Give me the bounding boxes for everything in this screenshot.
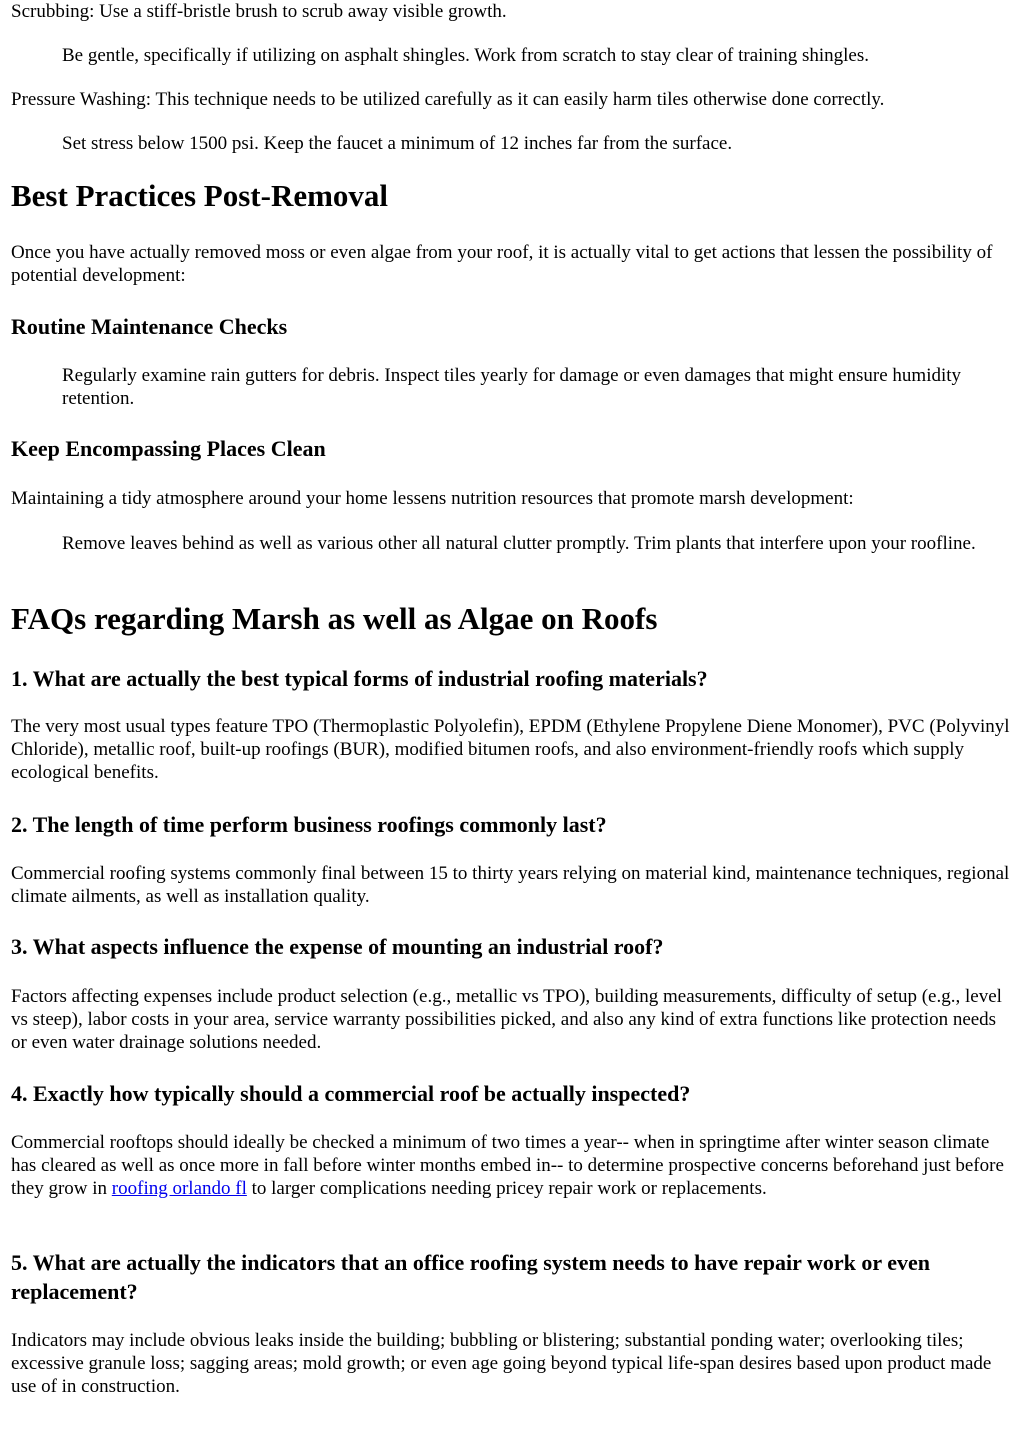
faq-answer-3: Factors affecting expenses include product selection (e.g., metallic vs TPO), building measurements, difficulty of setup (e.g., level vs steep), labor costs in your area, service warranty possibilities picked, and also any kind of extra functions like protection needs or even water drainage solutions needed.	[11, 986, 1002, 1053]
faq-answer-5: Indicators may include obvious leaks inside the building; bubbling or blistering; substantial ponding water; overlooking tiles; excessive granule loss; sagging areas; mold growth; or even age going beyond typical life-span desires based upon product made use of in construction.	[11, 1330, 992, 1397]
faqs-heading: FAQs regarding Marsh as well as Algae on Roofs	[11, 601, 658, 636]
keep-clean-heading: Keep Encompassing Places Clean	[11, 436, 326, 461]
faq-answer-2: Commercial roofing systems commonly final between 15 to thirty years relying on material kind, maintenance techniques, regional climate ailments, as well as installation quality.	[11, 863, 1010, 907]
routine-maintenance-heading: Routine Maintenance Checks	[11, 314, 288, 339]
roofing-orlando-link[interactable]: roofing orlando fl	[111, 1178, 247, 1199]
faq-question-5: 5. What are actually the indicators that an office roofing system needs to have repair work or even replacement?	[11, 1250, 931, 1304]
best-practices-heading: Best Practices Post-Removal	[11, 178, 389, 213]
faq-question-3: 3. What aspects influence the expense of mounting an industrial roof?	[11, 934, 664, 959]
faq-answer-4-text-after: to larger complications needing pricey repair work or replacements.	[246, 1178, 767, 1199]
keep-clean-indented-note: Remove leaves behind as well as various other all natural clutter promptly. Trim plants that interfere upon your roofline.	[62, 533, 976, 554]
faq-answer-1: The very most usual types feature TPO (Thermoplastic Polyolefin), EPDM (Ethylene Propylene Diene Monomer), PVC (Polyvinyl Chloride), metallic roof, built-up roofings (BUR), modified bitumen roofs, and also environment-friendly roofs which supply ecological benefits.	[11, 716, 1010, 783]
best-practices-intro: Once you have actually removed moss or even algae from your roof, it is actually vital to get actions that lessen the possibility of potential development:	[11, 242, 993, 286]
faq-question-2: 2. The length of time perform business roofings commonly last?	[11, 812, 607, 837]
scrubbing-paragraph: Scrubbing: Use a stiff-bristle brush to scrub away visible growth.	[11, 1, 507, 22]
scrubbing-indented-note: Be gentle, specifically if utilizing on asphalt shingles. Work from scratch to stay clear of training shingles.	[62, 45, 869, 66]
faq-answer-4	[11, 1131, 1010, 1200]
pressure-washing-indented-note: Set stress below 1500 psi. Keep the faucet a minimum of 12 inches far from the surface.	[62, 133, 733, 154]
pressure-washing-paragraph: Pressure Washing: This technique needs to be utilized carefully as it can easily harm tiles otherwise done correctly.	[11, 89, 885, 110]
faq-answer-4-text-before: Commercial rooftops should ideally be checked a minimum of two times a year-- when in springtime after winter season climate has cleared as well as once more in fall before winter months embed in-- to determine prospective concerns beforehand just before they grow in	[11, 1132, 1004, 1199]
faq-question-4: 4. Exactly how typically should a commercial roof be actually inspected?	[11, 1081, 691, 1106]
routine-maintenance-indented-note: Regularly examine rain gutters for debris. Inspect tiles yearly for damage or even damages that might ensure humidity retention.	[62, 365, 962, 409]
keep-clean-intro: Maintaining a tidy atmosphere around your home lessens nutrition resources that promote marsh development:	[11, 488, 854, 509]
faq-question-1: 1. What are actually the best typical forms of industrial roofing materials?	[11, 666, 708, 691]
